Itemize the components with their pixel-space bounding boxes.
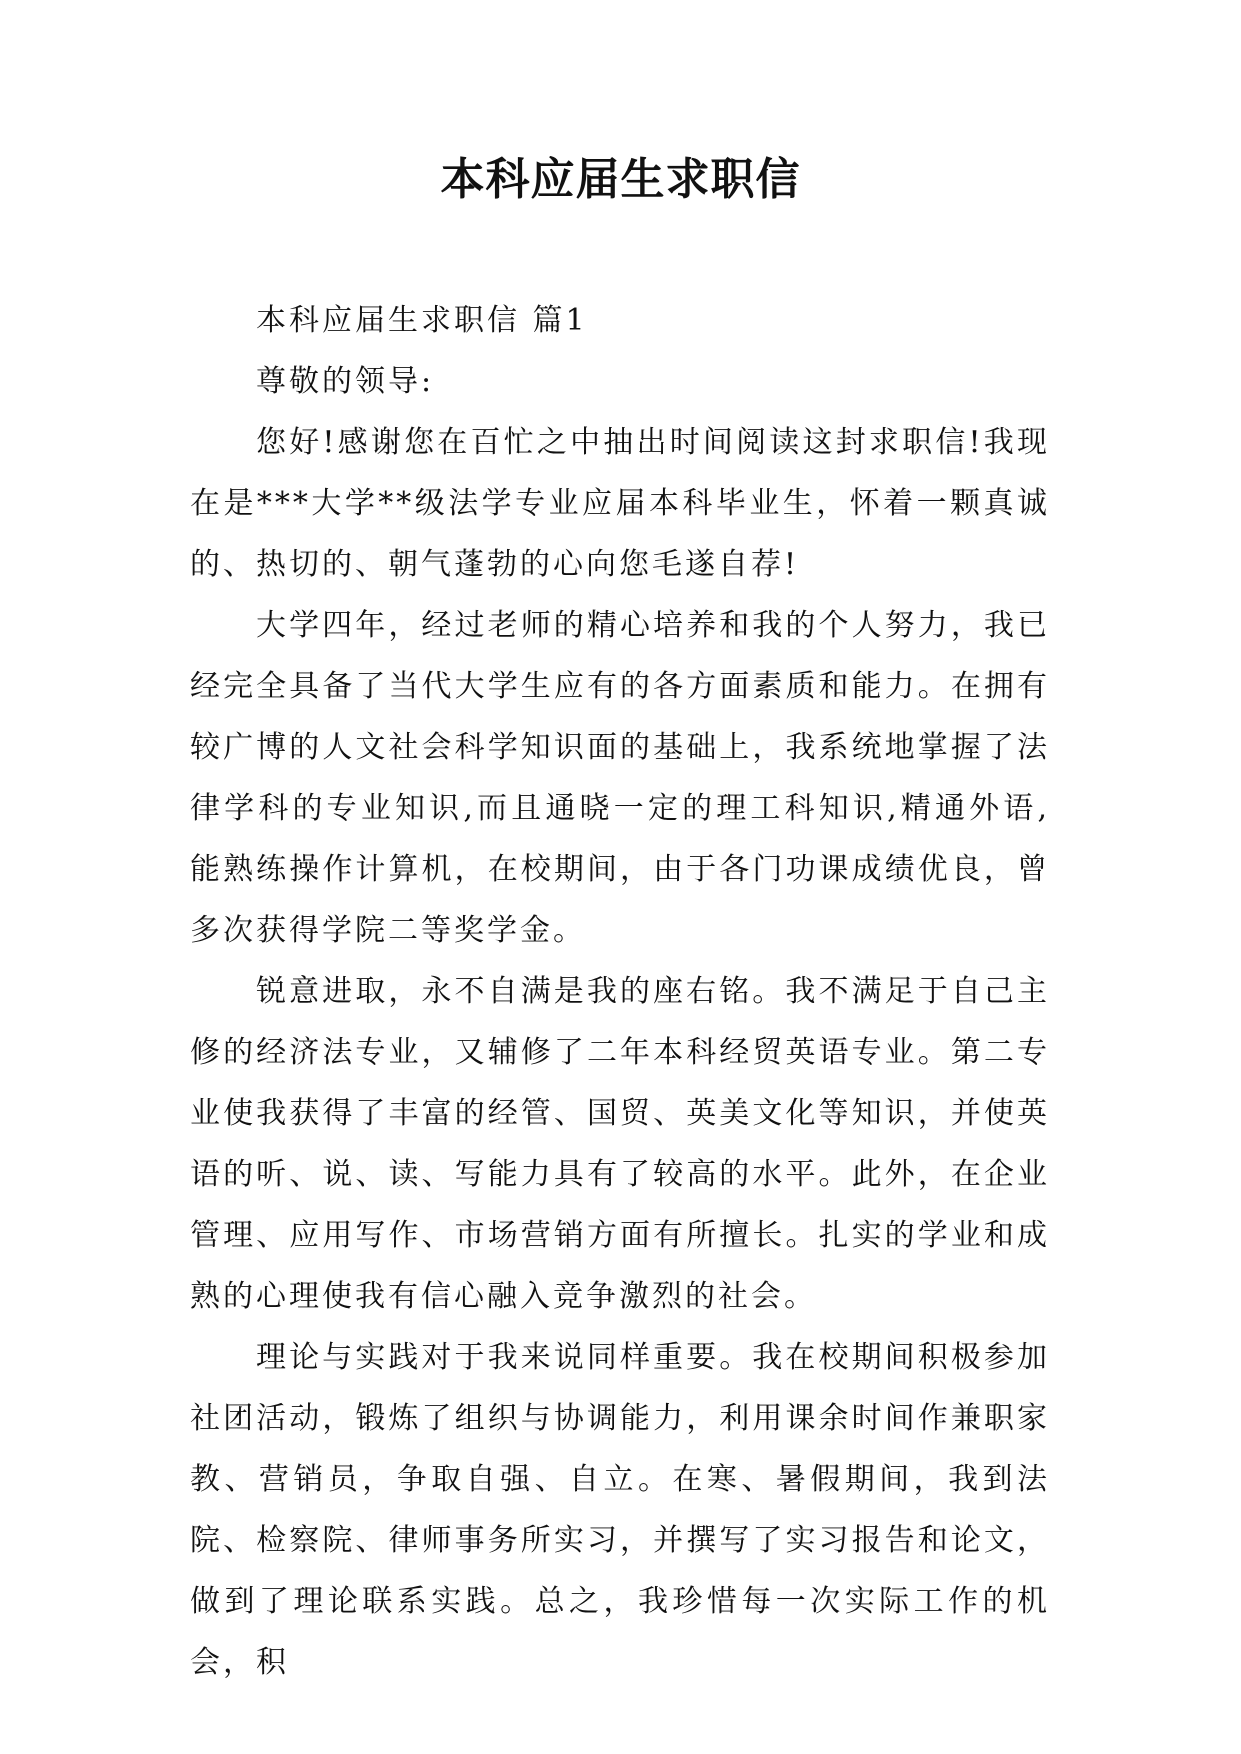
paragraph-practice: 理论与实践对于我来说同样重要。我在校期间积极参加社团活动，锻炼了组织与协调能力，利用课余时间作兼职家教、营销员，争取自强、自立。在寒、暑假期间，我到法院、检察院、律师事务所实习，并撰写了实习报告和论文，做到了理论联系实践。总之，我珍惜每一次实际工作的机会，积: [190, 1340, 1050, 1680]
paragraph-motto: 锐意进取，永不自满是我的座右铭。我不满足于自己主修的经济法专业，又辅修了二年本科经贸英语专业。第二专业使我获得了丰富的经管、国贸、英美文化等知识，并使英语的听、说、读、写能力具有了较高的水平。此外，在企业管理、应用写作、市场营销方面有所擅长。扎实的学业和成熟的心理使我有信心融入竞争激烈的社会。: [190, 974, 1050, 1314]
document-title: 本科应届生求职信: [440, 154, 801, 205]
section-heading: 本科应届生求职信 篇1: [256, 303, 588, 338]
paragraph-greeting: 您好!感谢您在百忙之中抽出时间阅读这封求职信!我现在是***大学**级法学专业应届本科毕业生，怀着一颗真诚的、热切的、朝气蓬勃的心向您毛遂自荐!: [190, 425, 1050, 582]
document-body: [190, 290, 1050, 1693]
salutation: 尊敬的领导:: [256, 364, 435, 399]
paragraph-education: 大学四年，经过老师的精心培养和我的个人努力，我已经完全具备了当代大学生应有的各方面素质和能力。在拥有较广博的人文社会科学知识面的基础上，我系统地掌握了法律学科的专业知识,而且通晓一定的理工科知识,精通外语,能熟练操作计算机，在校期间，由于各门功课成绩优良，曾多次获得学院二等奖学金。: [190, 608, 1050, 948]
